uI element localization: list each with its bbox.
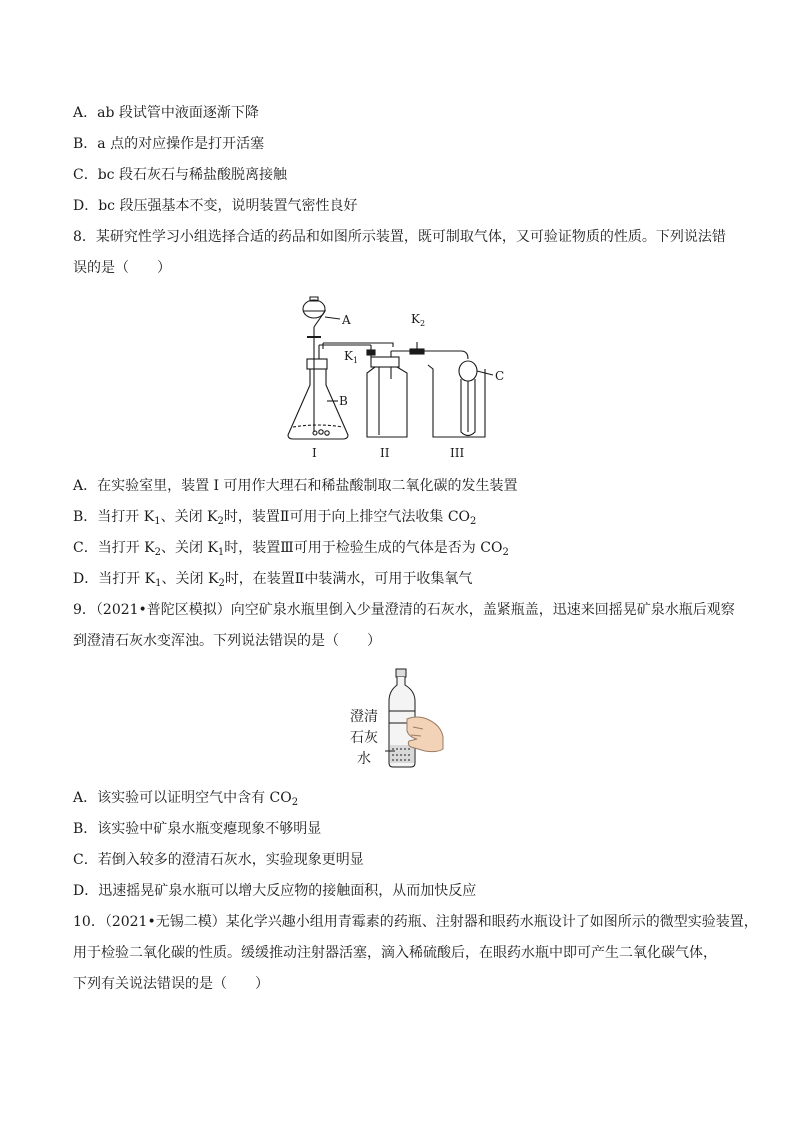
gas-bottle bbox=[367, 367, 407, 437]
q9-label-line2: 石灰 bbox=[350, 730, 378, 746]
q7-option-a: A．ab 段试管中液面逐渐下降 bbox=[73, 105, 259, 121]
q9-label-line3: 水 bbox=[357, 751, 371, 767]
q10-stem-line2: 用于检验二氧化碳的性质。缓缓推动注射器活塞，滴入稀硫酸后，在眼药水瓶中即可产生二氧化碳气体， bbox=[73, 945, 717, 961]
drying-bulb bbox=[459, 361, 477, 381]
q7-option-d: D．bc 段压强基本不变，说明装置气密性良好 bbox=[73, 198, 358, 214]
q9-option-a: A．该实验可以证明空气中含有 $CO_2$ bbox=[73, 790, 299, 808]
label-c: C bbox=[495, 369, 505, 383]
q8-apparatus-figure bbox=[283, 287, 523, 462]
label-iii: III bbox=[450, 446, 465, 460]
q9-stem-line2: 到澄清石灰水变浑浊。下列说法错误的是（ ） bbox=[73, 633, 381, 649]
q7-option-b: B．a 点的对应操作是打开活塞 bbox=[73, 136, 265, 152]
label-b: B bbox=[339, 394, 348, 408]
q10-stem-line1: 10．（2021•无锡二模）某化学兴趣小组用青霉素的药瓶、注射器和眼药水瓶设计了如图所示的微型实验装置， bbox=[73, 914, 758, 930]
bottle-stopper bbox=[371, 357, 399, 367]
q8-stem-line1: 8．某研究性学习小组选择合适的药品和如图所示装置，既可制取气体，又可验证物质的性质。下列说法错 bbox=[73, 229, 726, 245]
label-a: A bbox=[342, 313, 351, 327]
q9-stem-line1: 9．（2021•普陀区模拟）向空矿泉水瓶里倒入少量澄清的石灰水，盖紧瓶盖，迅速来回摇晃矿泉水瓶后观察 bbox=[73, 602, 735, 618]
label-k1: $K_1$ bbox=[344, 349, 359, 365]
q8-option-c: C．当打开 $K_2$、关闭 $K_1$时，装置Ⅲ可用于检验生成的气体是否为 $CO_2$ bbox=[73, 540, 509, 558]
q8-apparatus-diagram bbox=[283, 287, 523, 462]
q10-stem-line3: 下列有关说法错误的是（ ） bbox=[73, 976, 269, 992]
bottle-cap bbox=[396, 669, 406, 677]
label-i: I bbox=[312, 446, 317, 460]
label-ii: II bbox=[380, 446, 390, 460]
q8-option-b: B．当打开 $K_1$、关闭 $K_2$时，装置Ⅱ可用于向上排空气法收集 $CO_2$ bbox=[73, 509, 477, 527]
q9-option-c: C．若倒入较多的澄清石灰水，实验现象更明显 bbox=[73, 852, 364, 868]
q8-stem-line2: 误的是（ ） bbox=[73, 260, 171, 276]
hand bbox=[407, 717, 443, 752]
k2-valve bbox=[410, 349, 424, 354]
q9-label-line1: 澄清 bbox=[350, 709, 378, 725]
label-k2: $K_2$ bbox=[411, 312, 426, 328]
q7-option-c: C．bc 段石灰石与稀盐酸脱离接触 bbox=[73, 167, 287, 183]
q8-option-a: A．在实验室里，装置 I 可用作大理石和稀盐酸制取二氧化碳的发生装置 bbox=[73, 478, 518, 494]
q9-option-d: D．迅速摇晃矿泉水瓶可以增大反应物的接触面积，从而加快反应 bbox=[73, 883, 477, 899]
q9-option-b: B．该实验中矿泉水瓶变瘪现象不够明显 bbox=[73, 821, 322, 837]
q8-option-d: D．当打开 $K_1$、关闭 $K_2$时，在装置Ⅱ中装满水，可用于收集氧气 bbox=[73, 571, 473, 589]
flask-stopper bbox=[307, 359, 327, 369]
